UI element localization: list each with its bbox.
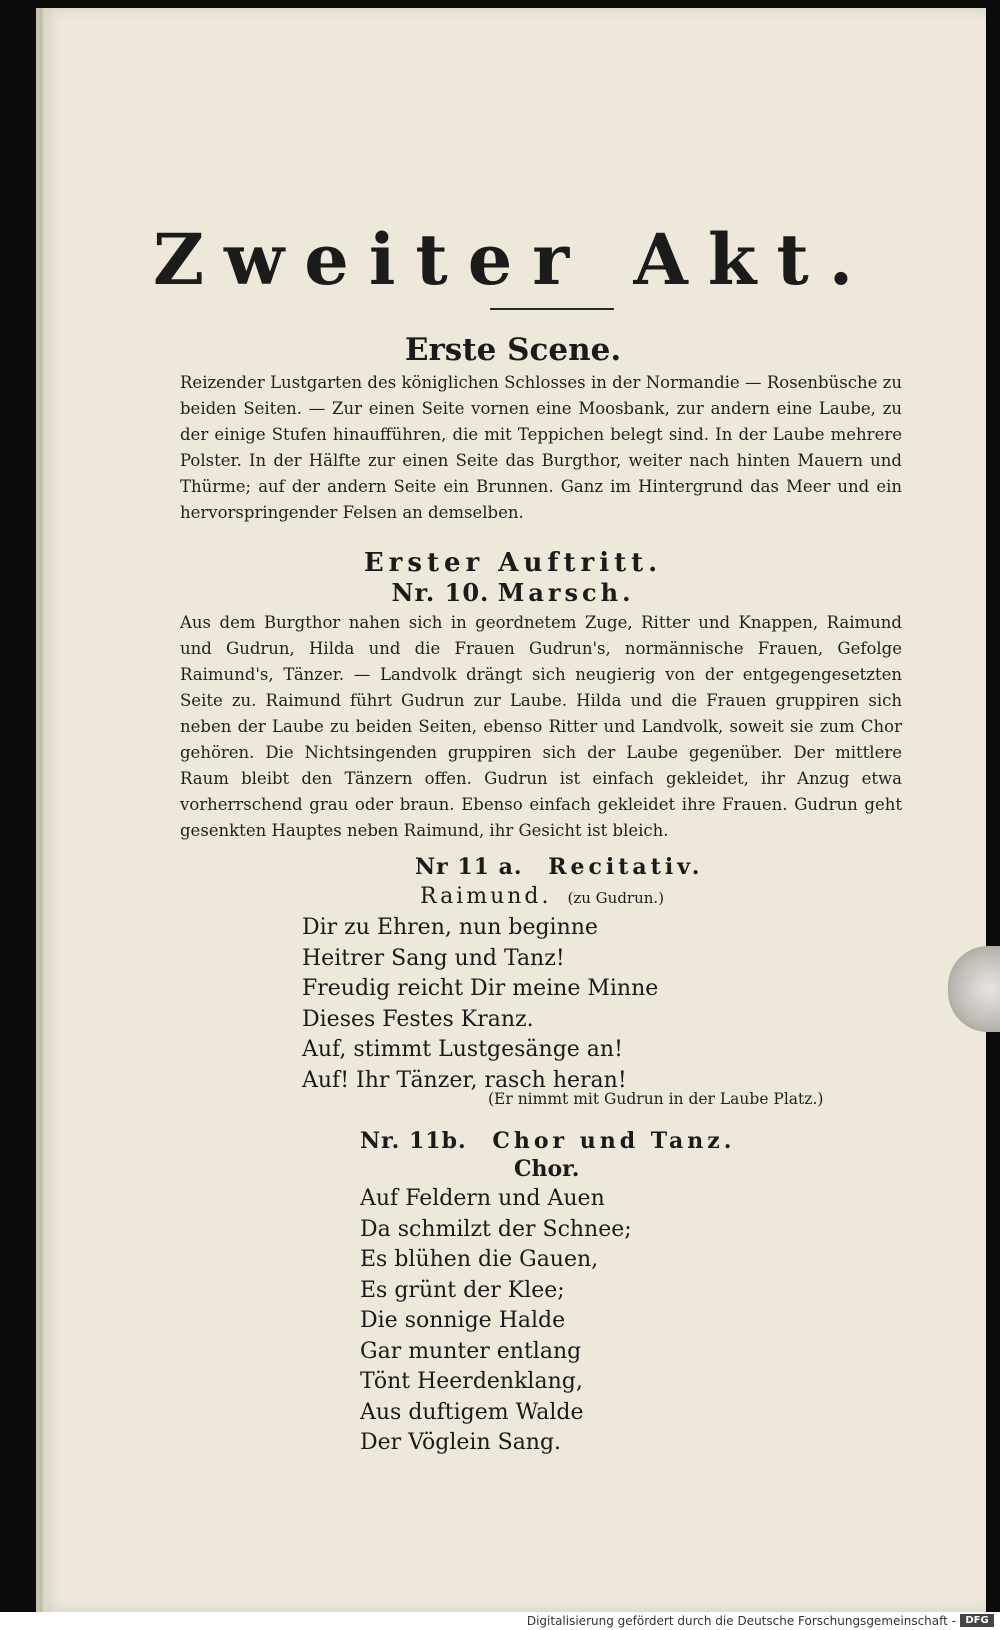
verse-line: Gar munter entlang <box>360 1338 582 1364</box>
footer-bar <box>0 1612 1000 1630</box>
scene-title: Erste Scene. <box>404 332 622 368</box>
number-11a-title: Recitativ. <box>548 854 704 880</box>
act-title: Zweiter Akt. <box>152 218 874 301</box>
number-10-heading <box>40 578 986 607</box>
page-clip <box>948 946 1000 1032</box>
verse-line: Freudig reicht Dir meine Minne <box>302 976 659 1001</box>
recitativ-verse <box>302 913 658 1096</box>
chor-label: Chor. <box>514 1156 580 1182</box>
title-rule <box>490 308 614 310</box>
verse-line: Es blühen die Gauen, <box>360 1247 599 1272</box>
verse-line: Dieses Festes Kranz. <box>302 1006 534 1032</box>
verse-line: Es grünt der Klee; <box>360 1277 565 1303</box>
verse-line: Tönt Heerdenklang, <box>360 1369 583 1394</box>
number-11b-number: Nr. 11b. <box>360 1128 467 1154</box>
book-page <box>36 8 986 1612</box>
verse-line: Heitrer Sang und Tanz! <box>302 945 565 971</box>
speaker-direction: (zu Gudrun.) <box>567 889 665 907</box>
dfg-logo: DFG <box>960 1614 994 1627</box>
march-description: Aus dem Burgthor nahen sich in geordnetem Zuge, Ritter und Knappen, Raimund und Gudrun, Hilda und die Frauen Gudrun's, normännische Frauen, Gefolge Raimund's, Tänzer. — Landvolk drängt sich neugierig von der entgegengesetzten Seite zu. Raimund führt Gudrun zur Laube. Hilda und die Frauen gruppiren sich neben der Laube zu beiden Seiten, ebenso Ritter und Landvolk, soweit sie zum Chor gehören. Die Nichtsingenden gruppiren sich der Laube gegenüber. Der mittlere Raum bleibt den Tänzern offen. Gudrun ist einfach gekleidet, ihr Anzug etwa vorherrschend grau oder braun. Ebenso einfach gekleidet ihre Frauen. Gudrun geht gesenkten Hauptes neben Raimund, ihr Gesicht ist bleich. <box>180 613 902 840</box>
auftritt-title: Erster Auftritt. <box>363 548 663 578</box>
verse-line: Auf! Ihr Tänzer, rasch heran! <box>302 1067 627 1093</box>
number-10-title: Marsch. <box>497 578 635 607</box>
number-11b-heading <box>360 1128 735 1154</box>
verse-line: Auf Feldern und Auen <box>360 1186 605 1211</box>
number-10-number: Nr. 10. <box>391 578 490 607</box>
number-11a-heading <box>415 854 703 880</box>
verse-line: Der Vöglein Sang. <box>360 1430 562 1455</box>
verse-line: Da schmilzt der Schnee; <box>360 1216 632 1242</box>
speaker-name: Raimund. <box>420 884 552 909</box>
number-11b-title: Chor und Tanz. <box>492 1128 736 1154</box>
number-11a-number: Nr 11 a. <box>415 854 523 880</box>
speaker-line <box>420 884 664 909</box>
funding-notice: Digitalisierung gefördert durch die Deutsche Forschungsgemeinschaft - <box>526 1614 956 1628</box>
verse-line: Die sonnige Halde <box>360 1308 566 1333</box>
stage-direction: (Er nimmt mit Gudrun in der Laube Platz.) <box>488 1090 824 1108</box>
scene-description: Reizender Lustgarten des königlichen Schlosses in der Normandie — Rosenbüsche zu beiden Seiten. — Zur einen Seite vornen eine Moosbank, zur andern eine Laube, zu der einige Stufen hinaufführen, die mit Teppichen belegt sind. In der Laube mehrere Polster. In der Hälfte zur einen Seite das Burgthor, weiter nach hinten Mauern und Thürme; auf der andern Seite ein Brunnen. Ganz im Hintergrund das Meer und ein hervorspringender Felsen an demselben. <box>180 373 902 522</box>
verse-line: Dir zu Ehren, nun beginne <box>302 915 598 940</box>
verse-line: Auf, stimmt Lustgesänge an! <box>302 1037 623 1062</box>
chor-verse <box>360 1184 632 1459</box>
verse-line: Aus duftigem Walde <box>360 1399 584 1425</box>
